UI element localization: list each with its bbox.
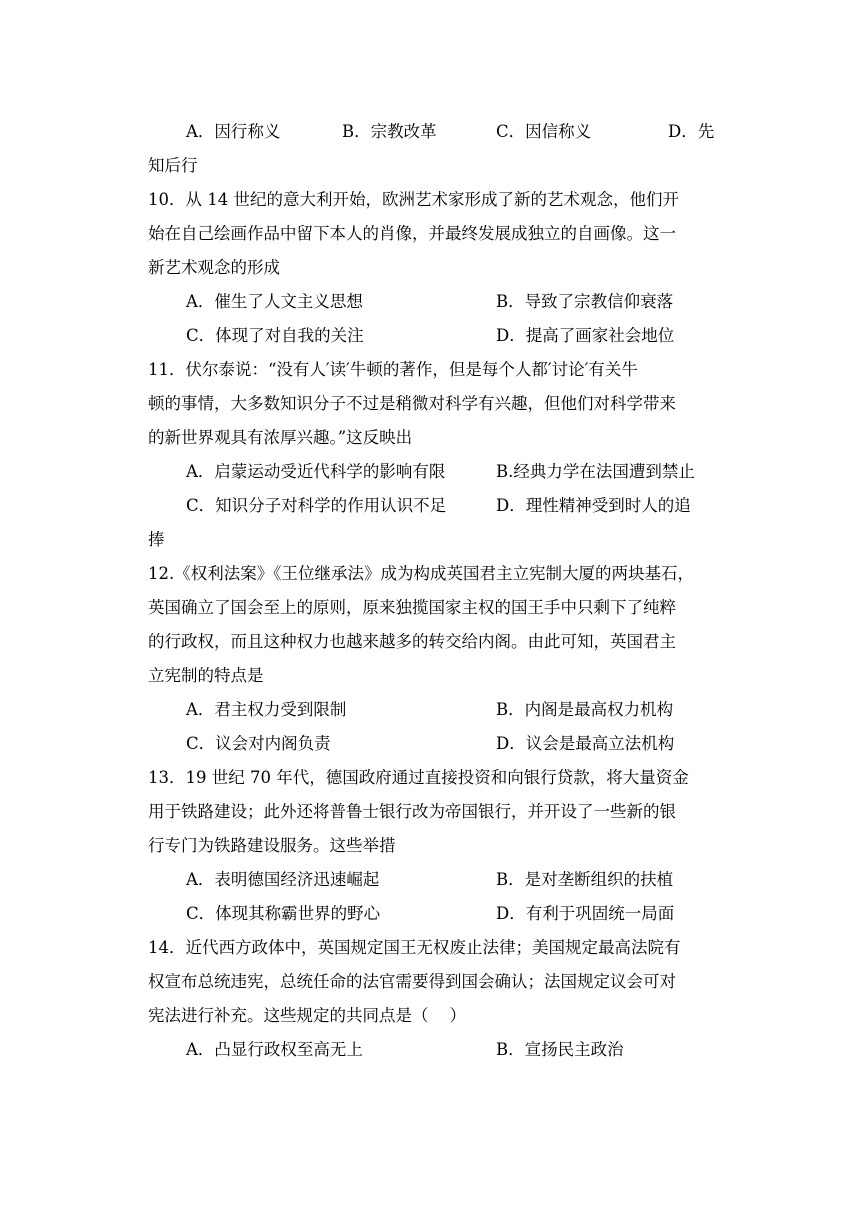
q11-stem-line: 顿的事情，大多数知识分子不过是稍微对科学有兴趣，但他们对科学带来 [148, 394, 676, 413]
q12-stem-line: 立宪制的特点是 [148, 666, 264, 685]
q10-option-d: D．提高了画家社会地位 [496, 326, 675, 345]
q13-stem-line: 用于铁路建设；此外还将普鲁士银行改为帝国银行，并开设了一些新的银 [148, 802, 676, 821]
q14-option-b: B．宣扬民主政治 [496, 1040, 624, 1059]
q9-option-a: A．因行称义 [186, 122, 281, 141]
q10-option-c: C．体现了对自我的关注 [186, 326, 364, 345]
q10-stem-line: 10．从 14 世纪的意大利开始，欧洲艺术家形成了新的艺术观念，他们开 [148, 190, 679, 209]
q13-stem-line: 13．19 世纪 70 年代，德国政府通过直接投资和向银行贷款，将大量资金 [148, 768, 689, 787]
q13-stem-line: 行专门为铁路建设服务。这些举措 [148, 836, 396, 855]
q13-option-a: A．表明德国经济迅速崛起 [186, 870, 380, 889]
q11-stem-line: 的新世界观具有浓厚兴趣。”这反映出 [148, 428, 413, 447]
q9-option-c: C．因信称义 [496, 122, 592, 141]
q11-option-b: B.经典力学在法国遭到禁止 [496, 462, 695, 481]
q13-option-c: C．体现其称霸世界的野心 [186, 904, 381, 923]
q14-stem-line: 14．近代西方政体中，英国规定国王无权废止法律；美国规定最高法院有 [148, 938, 681, 957]
q12-option-a: A．君主权力受到限制 [186, 700, 347, 719]
q10-stem-line: 新艺术观念的形成 [148, 258, 280, 277]
q14-stem-line: 权宣布总统违宪，总统任命的法官需要得到国会确认；法国规定议会可对 [148, 972, 676, 991]
q12-stem-line: 英国确立了国会至上的原则，原来独揽国家主权的国王手中只剩下了纯粹 [148, 598, 676, 617]
q11-option-c: C．知识分子对科学的作用认识不足 [186, 496, 447, 515]
q10-option-b: B．导致了宗教信仰衰落 [496, 292, 674, 311]
q12-option-b: B．内阁是最高权力机构 [496, 700, 674, 719]
q12-option-d: D．议会是最高立法机构 [496, 734, 675, 753]
q14-option-a: A．凸显行政权至高无上 [186, 1040, 363, 1059]
q9-option-d: D．先 [668, 122, 715, 141]
q12-stem-line: 的行政权，而且这种权力也越来越多的转交给内阁。由此可知，英国君主 [148, 632, 676, 651]
q13-option-b: B．是对垄断组织的扶植 [496, 870, 674, 889]
q13-option-d: D．有利于巩固统一局面 [496, 904, 675, 923]
q11-option-a: A．启蒙运动受近代科学的影响有限 [186, 462, 446, 481]
q11-option-d: D．理性精神受到时人的追 [496, 496, 691, 515]
q12-option-c: C．议会对内阁负责 [186, 734, 331, 753]
q10-stem-line: 始在自己绘画作品中留下本人的肖像，并最终发展成独立的自画像。这一 [148, 224, 676, 243]
q11-option-d-wrap: 捧 [148, 530, 165, 549]
q12-stem-line: 12.《权利法案》《王位继承法》成为构成英国君主立宪制大厦的两块基石， [148, 564, 694, 583]
q11-stem-line: 11．伏尔泰说：“没有人′读′牛顿的著作，但是每个人都′讨论′有关牛 [148, 360, 638, 379]
q10-option-a: A．催生了人文主义思想 [186, 292, 363, 311]
q9-option-d-wrap: 知后行 [148, 156, 198, 175]
q14-stem-line: 宪法进行补充。这些规定的共同点是（ ） [148, 1006, 466, 1025]
q9-option-b: B．宗教改革 [342, 122, 437, 141]
